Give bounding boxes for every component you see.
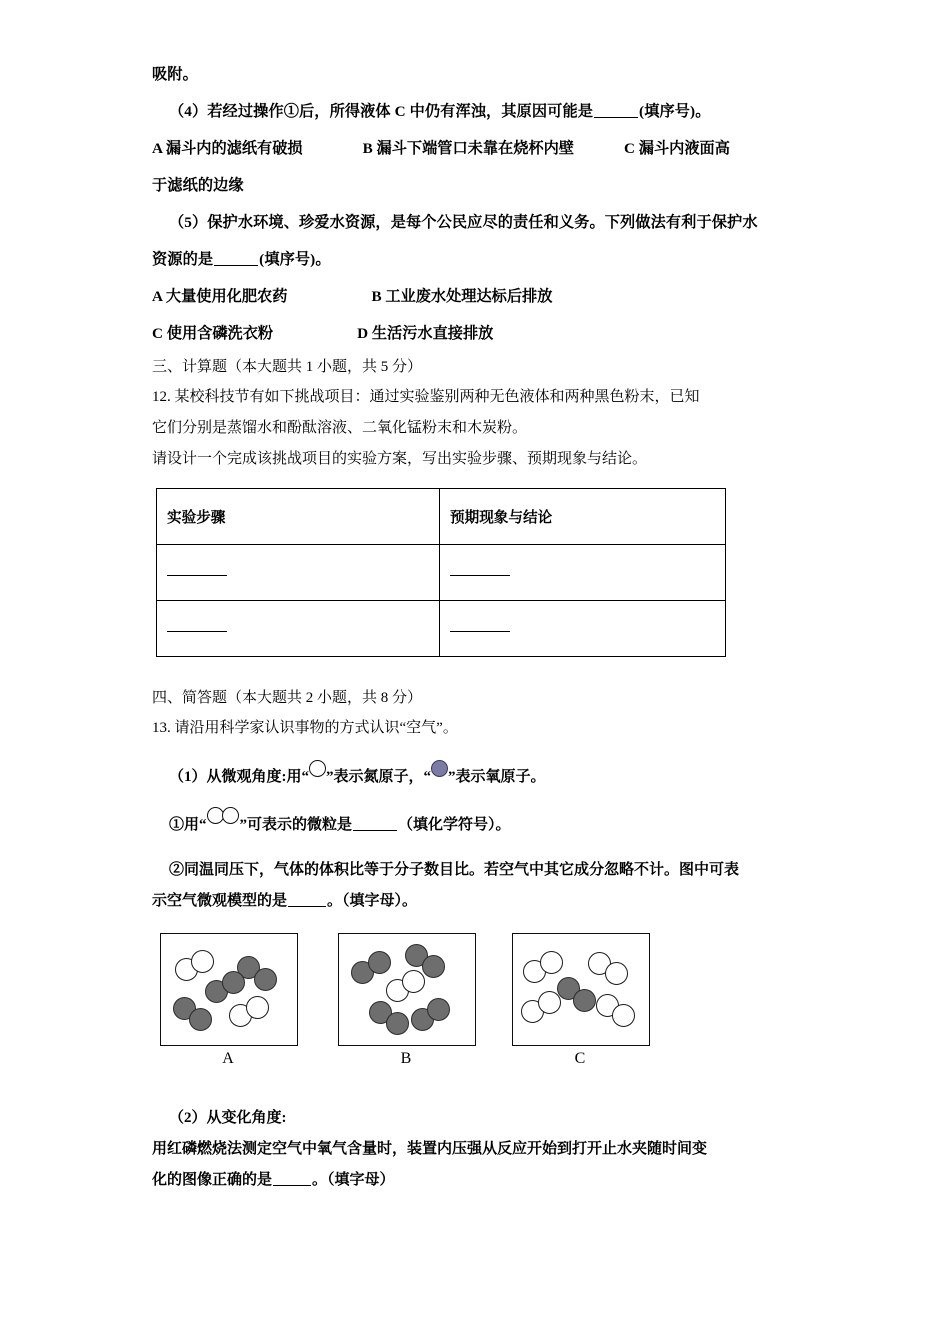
option-d[interactable]: D 生活污水直接排放 <box>357 325 494 342</box>
option-b[interactable]: B 工业废水处理达标后排放 <box>371 288 553 305</box>
table-row <box>157 545 726 601</box>
table-cell-result-1[interactable] <box>440 545 726 601</box>
section-3-heading: 三、计算题（本大题共 1 小题，共 5 分） <box>152 359 423 375</box>
q13-part1-prefix: （1）从微观角度:用“ <box>169 769 309 785</box>
answer-blank[interactable] <box>594 117 638 118</box>
q13-item1-mid: ”可表示的微粒是 <box>239 817 353 833</box>
option-b[interactable]: B 漏斗下端管口未靠在烧杯内壁 <box>362 140 574 157</box>
nitrogen-molecule-atom <box>612 1004 635 1027</box>
page-content <box>152 56 802 1196</box>
answer-blank[interactable] <box>273 1185 311 1186</box>
carryover-line: 吸附。 <box>152 66 198 83</box>
q11-part4-options <box>152 130 802 167</box>
model-box-c <box>512 933 650 1046</box>
nitrogen-molecule-atom <box>538 991 561 1014</box>
nitrogen-molecule-atom <box>402 970 425 993</box>
answer-blank[interactable] <box>450 622 510 632</box>
nitrogen-molecule-atom <box>246 996 269 1019</box>
question-13-part-2-line1: 用红磷燃烧法测定空气中氧气含量时，装置内压强从反应开始到打开止水夹随时间变 <box>152 1141 708 1157</box>
experiment-table-wrapper <box>156 488 802 657</box>
question-11-part-5-line2 <box>152 241 802 278</box>
table-header-results: 预期现象与结论 <box>440 489 726 545</box>
option-a[interactable]: A 大量使用化肥农药 <box>152 288 288 305</box>
question-13-item-2-line2 <box>152 886 802 917</box>
q11-part4-suffix: (填序号)。 <box>639 103 711 120</box>
model-label-c: C <box>574 1050 586 1067</box>
option-a[interactable]: A 漏斗内的滤纸有破损 <box>152 140 303 157</box>
answer-blank[interactable] <box>167 622 227 632</box>
question-12-line3: 请设计一个完成该挑战项目的实验方案，写出实验步骤、预期现象与结论。 <box>152 451 648 467</box>
question-13-part-2-line2 <box>152 1165 802 1196</box>
question-13-text: 请沿用科学家认识事物的方式认识“空气”。 <box>174 720 458 736</box>
q13-item1-prefix: ①用“ <box>169 817 207 833</box>
q13-item2-prefix: 示空气微观模型的是 <box>152 893 288 909</box>
option-c[interactable]: C 漏斗内液面高 <box>624 140 730 157</box>
answer-blank[interactable] <box>450 566 510 576</box>
nitrogen-atom-icon <box>309 760 326 777</box>
experiment-table <box>156 488 726 657</box>
question-11-part-5-line1: （5）保护水环境、珍爱水资源，是每个公民应尽的责任和义务。下列做法有利于保护水 <box>169 214 758 231</box>
answer-blank[interactable] <box>288 906 326 907</box>
question-12-text: 某校科技节有如下挑战项目：通过实验鉴别两种无色液体和两种黑色粉末，已知 <box>174 389 700 405</box>
oxygen-molecule-atom <box>222 971 245 994</box>
section-4-heading: 四、简答题（本大题共 2 小题，共 8 分） <box>152 690 423 706</box>
question-13-stem <box>152 713 802 744</box>
question-13-number: 13. <box>152 720 171 736</box>
model-label-b: B <box>400 1050 412 1067</box>
table-cell-result-2[interactable] <box>440 601 726 657</box>
question-13-item-2-line1: ②同温同压下，气体的体积比等于分子数目比。若空气中其它成分忽略不计。图中可表 <box>169 862 740 878</box>
nitrogen-atom-icon <box>222 807 239 824</box>
question-13-part-2-heading: （2）从变化角度: <box>169 1110 287 1126</box>
answer-blank[interactable] <box>214 265 258 266</box>
model-box-b <box>338 933 476 1046</box>
q11-part5-options-row2 <box>152 315 802 352</box>
question-12-line2: 它们分别是蒸馏水和酚酞溶液、二氧化锰粉末和木炭粉。 <box>152 420 528 436</box>
oxygen-molecule-atom <box>368 951 391 974</box>
nitrogen-atom-icon <box>207 807 224 824</box>
q11-part4-options-wrap: 于滤纸的边缘 <box>152 177 244 194</box>
answer-blank[interactable] <box>353 830 397 831</box>
question-13-item-1 <box>152 807 802 841</box>
oxygen-molecule-atom <box>427 998 450 1021</box>
q11-part5-suffix: (填序号)。 <box>259 251 331 268</box>
table-cell-step-2[interactable] <box>157 601 440 657</box>
table-row <box>157 601 726 657</box>
oxygen-molecule-atom <box>386 1012 409 1035</box>
nitrogen-molecule-atom <box>605 962 628 985</box>
q13-item2-suffix: 。（填字母）。 <box>327 893 418 909</box>
q13-part2-suffix: 。（填字母） <box>312 1172 395 1188</box>
oxygen-molecule-atom <box>254 968 277 991</box>
q13-part1-suffix: ”表示氧原子。 <box>448 769 546 785</box>
table-header-steps: 实验步骤 <box>157 489 440 545</box>
oxygen-molecule-atom <box>422 955 445 978</box>
question-12-line1 <box>152 382 802 413</box>
q13-item1-suffix: （填化学符号）。 <box>398 817 511 833</box>
question-12-number: 12. <box>152 389 171 405</box>
q13-part1-mid: ”表示氮原子，“ <box>326 769 432 785</box>
q11-part5-prefix2: 资源的是 <box>152 251 214 268</box>
molecular-model-diagrams <box>152 933 802 1083</box>
answer-blank[interactable] <box>167 566 227 576</box>
table-cell-step-1[interactable] <box>157 545 440 601</box>
q11-part4-prefix: （4）若经过操作①后，所得液体 C 中仍有浑浊，其原因可能是 <box>169 103 594 120</box>
model-box-a <box>160 933 298 1046</box>
question-11-part-4 <box>152 93 802 130</box>
table-header-row <box>157 489 726 545</box>
question-13-part-1 <box>152 760 802 793</box>
oxygen-molecule-atom <box>573 989 596 1012</box>
nitrogen-molecule-atom <box>191 950 214 973</box>
option-c[interactable]: C 使用含磷洗衣粉 <box>152 325 274 342</box>
oxygen-molecule-atom <box>189 1008 212 1031</box>
model-label-a: A <box>222 1050 234 1067</box>
nitrogen-molecule-atom <box>540 951 563 974</box>
q11-part5-options-row1 <box>152 278 802 315</box>
oxygen-atom-icon <box>431 760 448 777</box>
q13-part2-prefix: 化的图像正确的是 <box>152 1172 273 1188</box>
nitrogen-molecule-icon <box>207 807 240 825</box>
